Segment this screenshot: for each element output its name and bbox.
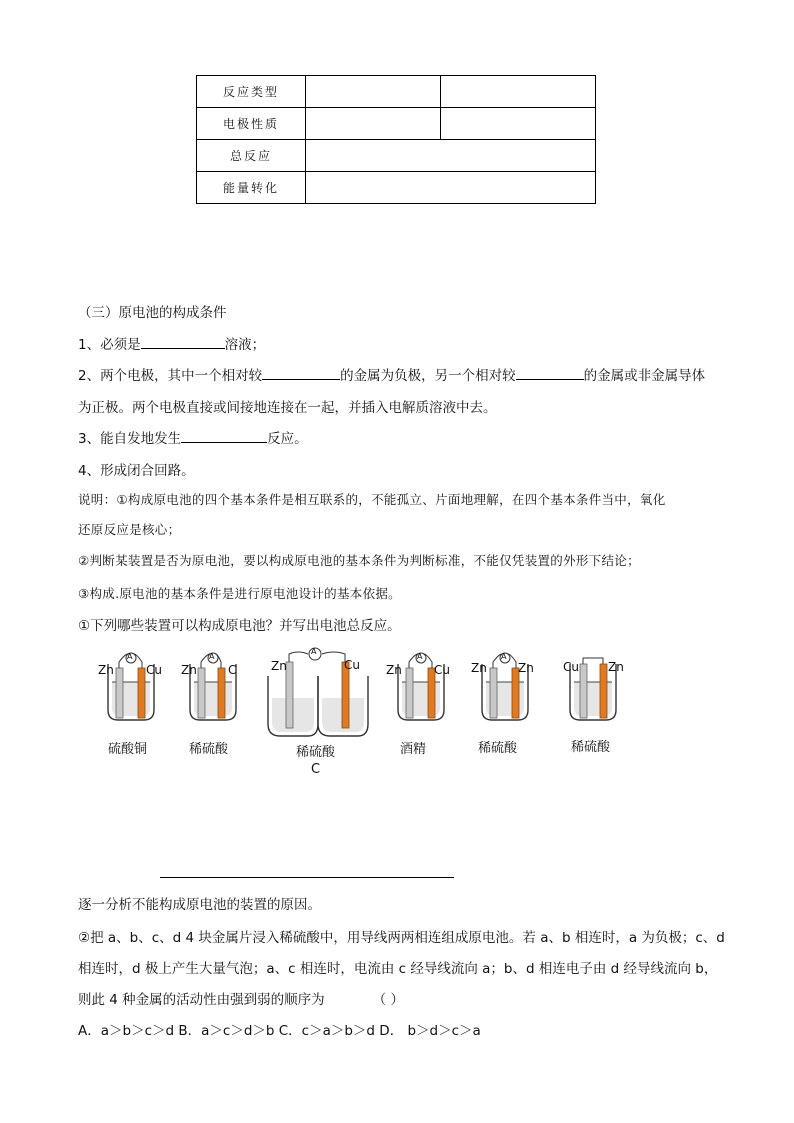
- electrode-properties-table: [196, 75, 596, 204]
- device-4-solution: 酒精: [400, 742, 427, 757]
- note-line-2: 还原反应是核心；: [78, 522, 181, 537]
- table-cell[interactable]: [441, 76, 596, 108]
- device-6-solution: 稀硫酸: [571, 740, 611, 755]
- device-5-right-electrode: Zn: [518, 661, 534, 675]
- text: 1、必须是: [78, 337, 141, 353]
- answer-line[interactable]: [160, 877, 454, 878]
- device-3-solution: 稀硫酸: [296, 745, 336, 760]
- text: 溶液；: [224, 337, 266, 353]
- device-6-right-electrode: Zn: [608, 660, 624, 674]
- condition-2: [78, 364, 705, 384]
- device-1-solution: 硫酸铜: [108, 742, 148, 757]
- device-4-right-electrode: Cu: [434, 663, 450, 677]
- device-1-left-electrode: Zn: [98, 663, 114, 677]
- table-row: [197, 140, 596, 172]
- question-2-line-1: ②把 a、b、c、d 4 块金属片浸入稀硫酸中，用导线两两相连组成原电池。若 a、b 相连时，a 为负极；c、d: [78, 930, 725, 946]
- answer-paren[interactable]: （ ）: [372, 992, 404, 1008]
- table-cell[interactable]: [306, 108, 441, 140]
- device-1-ammeter-label: A: [127, 652, 133, 661]
- table-cell[interactable]: [306, 76, 441, 108]
- device-5-ammeter-label: A: [501, 652, 507, 661]
- note-line-1: 说明：①构成原电池的四个基本条件是相互联系的，不能孤立、片面地理解，在四个基本条件当中，氧化: [78, 492, 666, 507]
- table-row: [197, 172, 596, 204]
- device-3-letter: C: [311, 762, 321, 777]
- table-cell[interactable]: [441, 108, 596, 140]
- table-row: [197, 108, 596, 140]
- fill-blank[interactable]: [516, 365, 584, 380]
- device-4-ammeter-label: A: [417, 652, 423, 661]
- text: 2、两个电极，其中一个相对较: [78, 368, 263, 384]
- table-cell[interactable]: [306, 172, 596, 204]
- device-5-left-electrode: Zn: [471, 661, 487, 675]
- section-title: （三）原电池的构成条件: [78, 305, 227, 321]
- answer-options[interactable]: A．a＞b＞c＞d B．a＞c＞d＞b C．c＞a＞b＞d D． b＞d＞c＞a: [78, 1023, 481, 1039]
- device-2-solution: 稀硫酸: [189, 742, 229, 757]
- text: 3、能自发地发生: [78, 431, 182, 447]
- table-cell[interactable]: [306, 140, 596, 172]
- condition-2-cont: 为正极。两个电极直接或间接地连接在一起，并插入电解质溶液中去。: [78, 400, 497, 416]
- row-header: 能量转化: [197, 172, 306, 204]
- device-2-left-electrode: Zn: [181, 663, 197, 677]
- text: 的金属或非金属导体: [583, 368, 706, 384]
- text: 反应。: [267, 431, 308, 447]
- note-line-4: ③构成.原电池的基本条件是进行原电池设计的基本依据。: [78, 586, 401, 601]
- condition-3: [78, 427, 308, 447]
- device-2-right-electrode: C: [228, 663, 237, 677]
- question-2-line-2: 相连时，d 极上产生大量气泡；a、c 相连时，电流由 c 经导线流向 a；b、d 相连电子由 d 经导线流向 b，: [78, 961, 718, 977]
- table-row: [197, 76, 596, 108]
- galvanic-cell-devices: [0, 640, 794, 780]
- device-3-ammeter-label: A: [311, 647, 317, 656]
- text: 的金属为负极，另一个相对较: [340, 368, 516, 384]
- condition-4: 4、形成闭合回路。: [78, 463, 195, 479]
- row-header: 总反应: [197, 140, 306, 172]
- device-4-left-electrode: Zn: [386, 663, 402, 677]
- fill-blank[interactable]: [141, 334, 225, 349]
- fill-blank[interactable]: [262, 365, 340, 380]
- note-line-3: ②判断某装置是否为原电池，要以构成原电池的基本条件为判断标准，不能仅凭装置的外形下结论；: [78, 553, 640, 568]
- question-intro: 逐一分析不能构成原电池的装置的原因。: [78, 897, 321, 913]
- fill-blank[interactable]: [181, 428, 267, 443]
- device-6-left-electrode: Cu: [563, 660, 579, 674]
- device-5-solution: 稀硫酸: [478, 741, 518, 756]
- row-header: 反应类型: [197, 76, 306, 108]
- row-header: 电极性质: [197, 108, 306, 140]
- condition-1: [78, 333, 265, 353]
- device-3-left-electrode: Zn: [271, 659, 287, 673]
- question-2-line-3: [78, 988, 404, 1008]
- device-3-right-electrode: Cu: [344, 658, 360, 672]
- device-2-ammeter-label: A: [209, 652, 215, 661]
- device-1-right-electrode: Cu: [146, 663, 162, 677]
- question-1: ①下列哪些装置可以构成原电池？并写出电池总反应。: [78, 618, 401, 634]
- text: 则此 4 种金属的活动性由强到弱的顺序为: [78, 992, 325, 1008]
